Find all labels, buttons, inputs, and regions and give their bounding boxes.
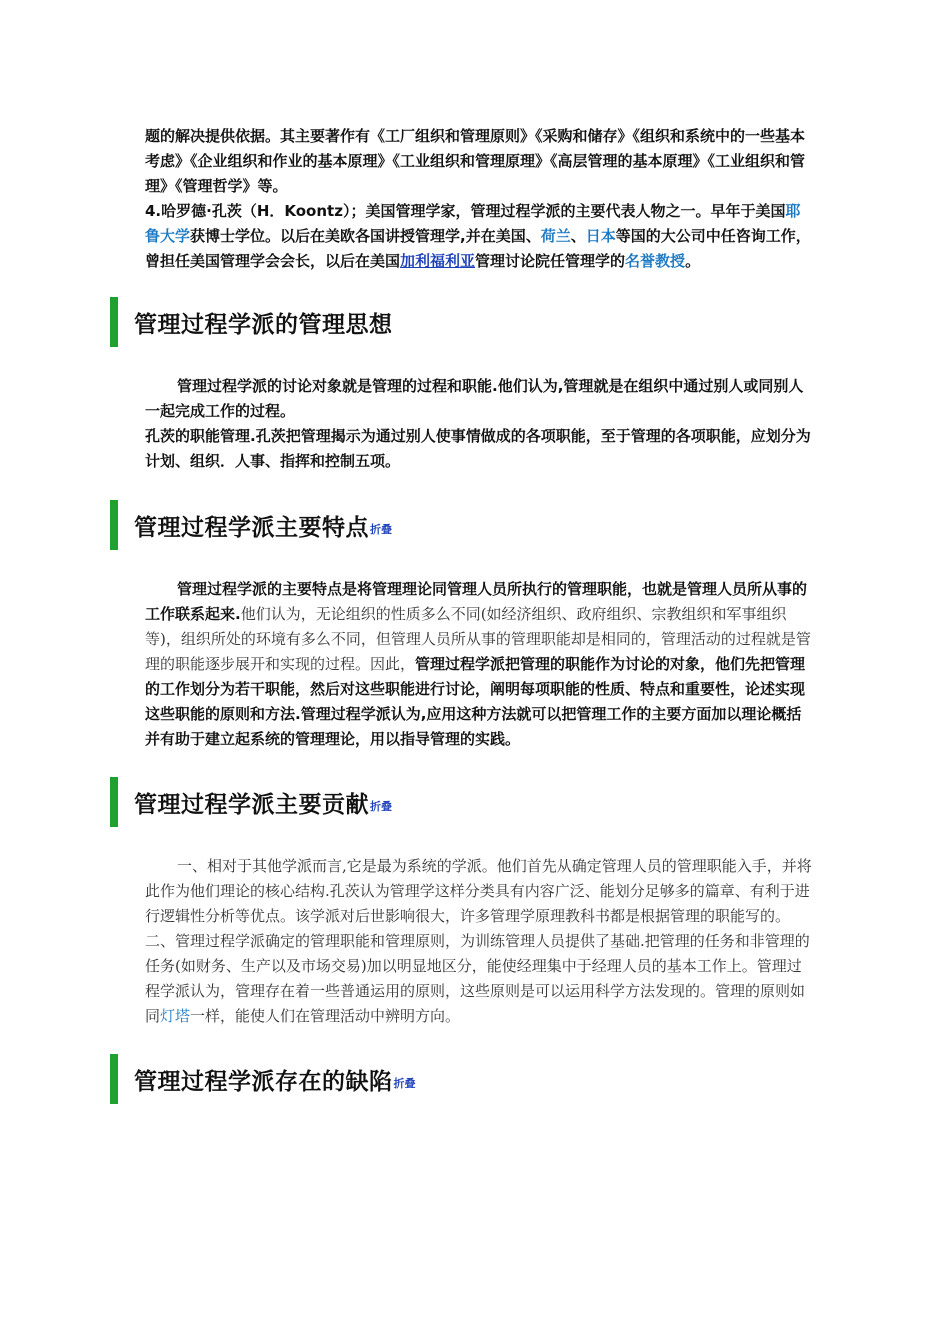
section-title: 管理过程学派存在的缺陷	[134, 1068, 393, 1095]
features-plain: 他们认为，无论组织的性质多么不同(如经济组织、政府组织、宗教组织和军事组织等)，组织所处的环境有多么不同，但管理人员所从事的管理职能却是相同的，管理活动的过程就是管理的职能逐步展开和实现的过程。因此，	[145, 605, 811, 673]
thought-paragraph-1: 管理过程学派的讨论对象就是管理的过程和职能.他们认为,管理就是在组织中通过别人或同别人一起完成工作的过程。	[145, 377, 804, 420]
contribution-text-a: 二、管理过程学派确定的管理职能和管理原则，为训练管理人员提供了基础.把管理的任务和非管理的任务(如财务、生产以及市场交易)加以明显地区分，能使经理集中于经理人员的基本工作上。管理过程学派认为，管理存在着一些普通运用的原则，这些原则是可以运用科学方法发现的。管理的原则如同	[145, 932, 810, 1025]
link-holland[interactable]: 荷兰	[540, 227, 571, 245]
koontz-text-e: 管理讨论院任管理学的	[475, 252, 626, 270]
article-content	[134, 124, 813, 1104]
intro-paragraph	[145, 124, 813, 199]
koontz-text-b: 获博士学位。以后在美欧各国讲授管理学,并在美国、	[190, 227, 541, 245]
features-bold-b: 管理过程学派把管理的职能作为讨论的对象，他们先把管理的工作划分为若干职能，然后对这些职能进行讨论，阐明每项职能的性质、特点和重要性，论述实现这些职能的原则和方法.管理过程学派认为,应用这种方法就可以把管理工作的主要方面加以理论概括并有助于建立起系统的管理理论，用以指导管理的实践。	[145, 655, 806, 748]
accent-bar	[110, 500, 118, 550]
fold-link[interactable]: 折叠	[370, 523, 392, 536]
intro-text: 题的解决提供依据。其主要著作有《工厂组织和管理原则》《采购和储存》《组织和系统中的一些基本考虑》《企业组织和作业的基本原理》《工业组织和管理原理》《高层管理的基本原理》《工业组织和管理》《管理哲学》等。	[145, 127, 806, 195]
koontz-text-f: 。	[685, 252, 701, 270]
section-heading-defects	[110, 1054, 813, 1104]
koontz-text-d: 等国的大公司中任咨询工作，曾担任美国管理学会会长，以后在美国	[145, 227, 811, 270]
section-heading-contribution	[110, 777, 813, 827]
accent-bar	[110, 777, 118, 827]
section-title: 管理过程学派主要特点	[134, 514, 369, 541]
section-heading-thought	[110, 297, 813, 347]
section-title: 管理过程学派主要贡献	[134, 791, 369, 818]
koontz-paragraph	[145, 199, 813, 274]
fold-link[interactable]: 折叠	[370, 800, 392, 813]
fold-link[interactable]: 折叠	[393, 1077, 416, 1090]
features-paragraph	[145, 577, 813, 752]
section-title: 管理过程学派的管理思想	[134, 311, 393, 338]
link-japan[interactable]: 日本	[585, 227, 616, 245]
features-bold-a: 管理过程学派的主要特点是将管理理论同管理人员所执行的管理职能，也就是管理人员所从事的工作联系起来.	[145, 580, 808, 623]
contribution-paragraph-2	[145, 929, 813, 1029]
koontz-text-a: 4.哈罗德·孔茨（H．Koontz）；美国管理学家，管理过程学派的主要代表人物之一。早年于美国	[145, 202, 786, 220]
accent-bar	[110, 1054, 118, 1104]
koontz-text-c: 、	[570, 227, 586, 245]
link-yale[interactable]: 耶鲁大学	[145, 202, 801, 245]
accent-bar	[110, 297, 118, 347]
section-heading-features	[110, 500, 813, 550]
link-emeritus-professor[interactable]: 名誉教授	[625, 252, 686, 270]
thought-paragraph-2: 孔茨的职能管理.孔茨把管理揭示为通过别人使事情做成的各项职能，至于管理的各项职能，应划分为计划、组织．人事、指挥和控制五项。	[145, 427, 811, 470]
link-lighthouse[interactable]: 灯塔	[160, 1007, 191, 1025]
link-california[interactable]: 加利福利亚	[400, 252, 476, 270]
contribution-text-b: 一样，能使人们在管理活动中辨明方向。	[190, 1007, 461, 1025]
contribution-paragraph-1: 一、相对于其他学派而言,它是最为系统的学派。他们首先从确定管理人员的管理职能入手，并将此作为他们理论的核心结构.孔茨认为管理学这样分类具有内容广泛、能划分足够多的篇章、有利于进行逻辑性分析等优点。该学派对后世影响很大，许多管理学原理教科书都是根据管理的职能写的。	[145, 857, 812, 925]
